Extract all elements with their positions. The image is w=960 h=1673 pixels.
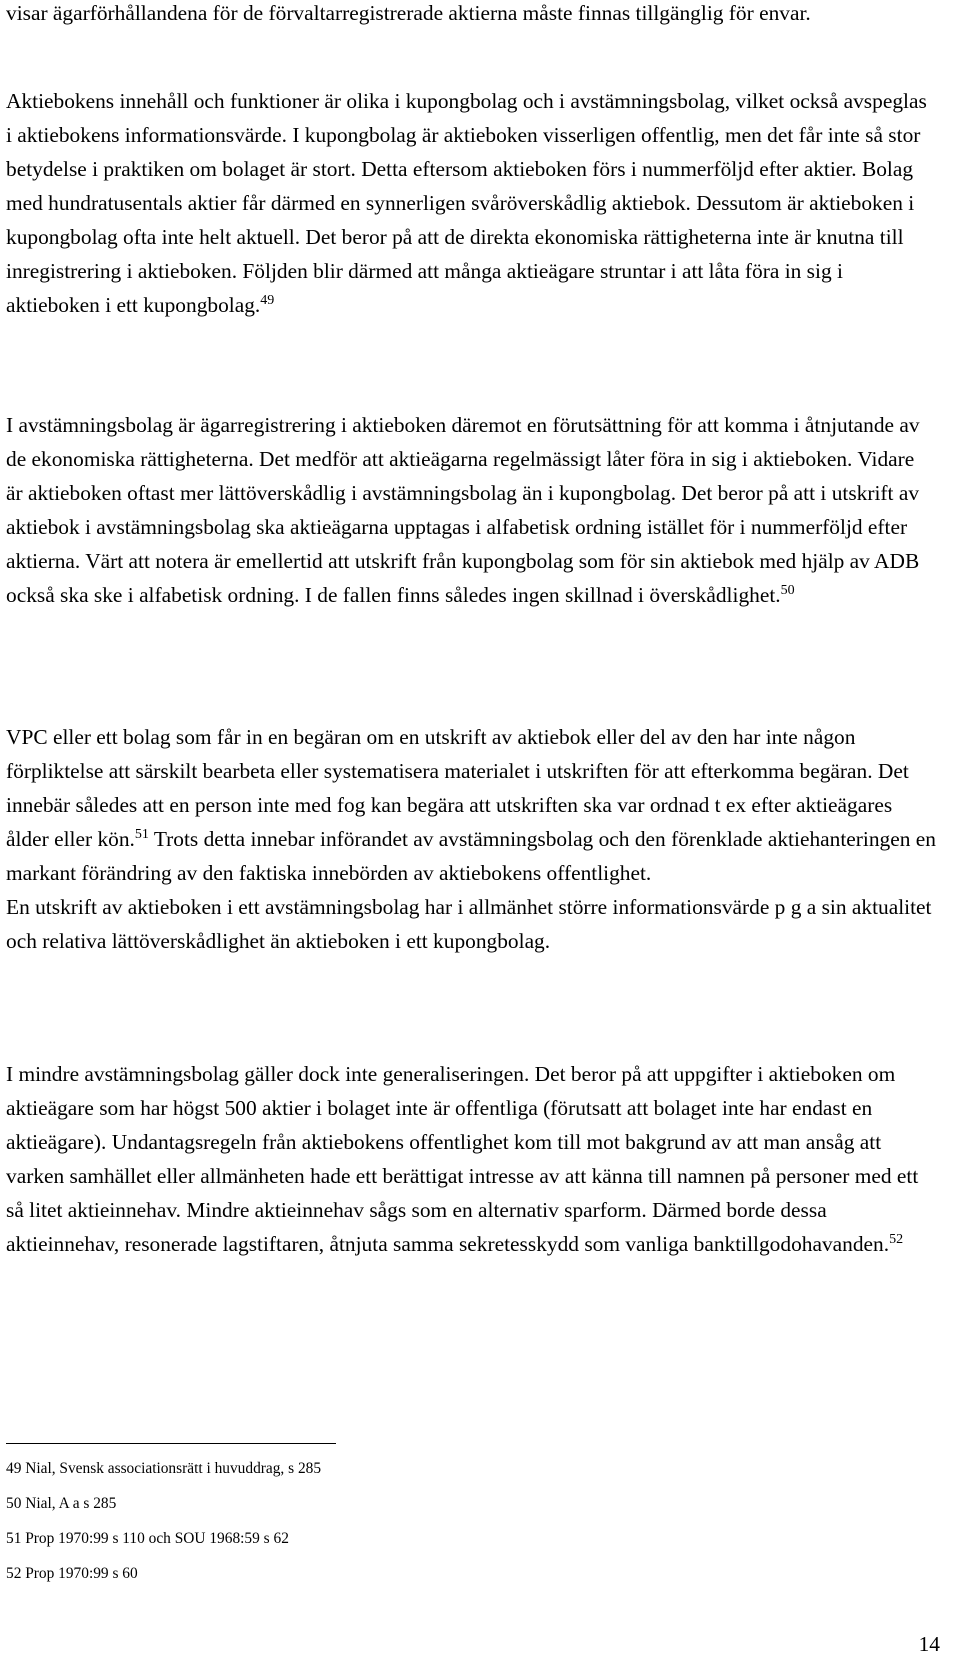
footnote-52: 52 Prop 1970:99 s 60 — [6, 1565, 138, 1582]
paragraph-vpc — [6, 720, 936, 958]
footnote-49: 49 Nial, Svensk associationsrätt i huvuddrag, s 285 — [6, 1460, 322, 1477]
paragraph-kupongbolag — [6, 84, 936, 322]
footnote-reference[interactable]: 52 — [889, 1232, 904, 1247]
footnote-51: 51 Prop 1970:99 s 110 och SOU 1968:59 s 62 — [6, 1530, 289, 1547]
footnote-reference[interactable]: 49 — [260, 293, 275, 308]
paragraph-mindre-avstamningsbolag — [6, 1057, 936, 1261]
page-number: 14 — [918, 1632, 940, 1656]
paragraph-text: Aktiebokens innehåll och funktioner är olika i kupongbolag och i avstämningsbolag, vilket också avspeglas i aktiebokens informationsvärde. I kupongbolag är aktieboken visserligen offentlig, men det får inte så stor betydelse i praktiken om bolaget är stort. Detta eftersom aktieboken förs i nummerföljd efter aktier. Bolag med hundratusentals aktier får därmed en synnerligen svåröverskådlig aktiebok. Dessutom är aktieboken i kupongbolag ofta inte helt aktuell. Det beror på att de direkta ekonomiska rättigheterna inte är knutna till inregistrering i aktieboken. Följden blir därmed att många aktieägare struntar i att låta föra in sig i aktieboken i ett kupongbolag. — [6, 89, 927, 317]
paragraph-text: visar ägarförhållandena för de förvaltarregistrerade aktierna måste finnas tillgänglig för envar. — [6, 1, 811, 25]
paragraph-text: I mindre avstämningsbolag gäller dock inte generaliseringen. Det beror på att uppgifter i aktieboken om aktieägare som har högst 500 aktier i bolaget inte är offentliga (förutsatt att bolaget inte har endast en aktieägare). Undantagsregeln från aktiebokens offentlighet kom till mot bakgrund av att man ansåg att varken samhället eller allmänheten hade ett berättigat intresse av att känna till namnen på personer med ett så litet aktieinnehav. Mindre aktieinnehav sågs som en alternativ sparform. Därmed borde dessa aktieinnehav, resonerade lagstiftaren, åtnjuta samma sekretesskydd som vanliga banktillgodohavanden. — [6, 1062, 919, 1256]
paragraph-text: I avstämningsbolag är ägarregistrering i aktieboken däremot en förutsättning för att komma i åtnjutande av de ekonomiska rättigheterna. Det medför att aktieägarna regelmässigt låter föra in sig i aktieboken. Vidare är aktieboken oftast mer lättöverskådlig i avstämningsbolag än i kupongbolag. Det beror på att i utskrift av aktiebok i avstämningsbolag ska aktieägarna upptagas i alfabetisk ordning istället för i nummerföljd efter aktierna. Värt att notera är emellertid att utskrift från kupongbolag som för sin aktiebok med hjälp av ADB också ska ske i alfabetisk ordning. I de fallen finns således ingen skillnad i överskådlighet. — [6, 413, 920, 607]
paragraph-text: Trots detta innebar införandet av avstämningsbolag och den förenklade aktiehanteringen en markant förändring av den faktiska innebörden av aktiebokens offentlighet. — [6, 827, 936, 885]
footnote-reference[interactable]: 50 — [780, 583, 795, 598]
paragraph-avstamningsbolag — [6, 408, 936, 612]
paragraph-intro-tail — [6, 0, 936, 30]
footnote-reference[interactable]: 51 — [134, 827, 149, 842]
footnote-separator — [6, 1443, 336, 1444]
footnote-50: 50 Nial, A a s 285 — [6, 1495, 117, 1512]
paragraph-text: VPC eller ett bolag som får in en begäran om en utskrift av aktiebok eller del av den har inte någon förpliktelse att särskilt bearbeta eller systematisera materialet i utskriften för att efterkomma begäran. Det innebär således att en person inte med fog kan begära att utskriften ska var ordnad t ex efter aktieägares ålder eller kön. — [6, 725, 909, 851]
paragraph-text: En utskrift av aktieboken i ett avstämningsbolag har i allmänhet större informationsvärde p g a sin aktualitet och relativa lättöverskådlighet än aktieboken i ett kupongbolag. — [6, 895, 932, 953]
